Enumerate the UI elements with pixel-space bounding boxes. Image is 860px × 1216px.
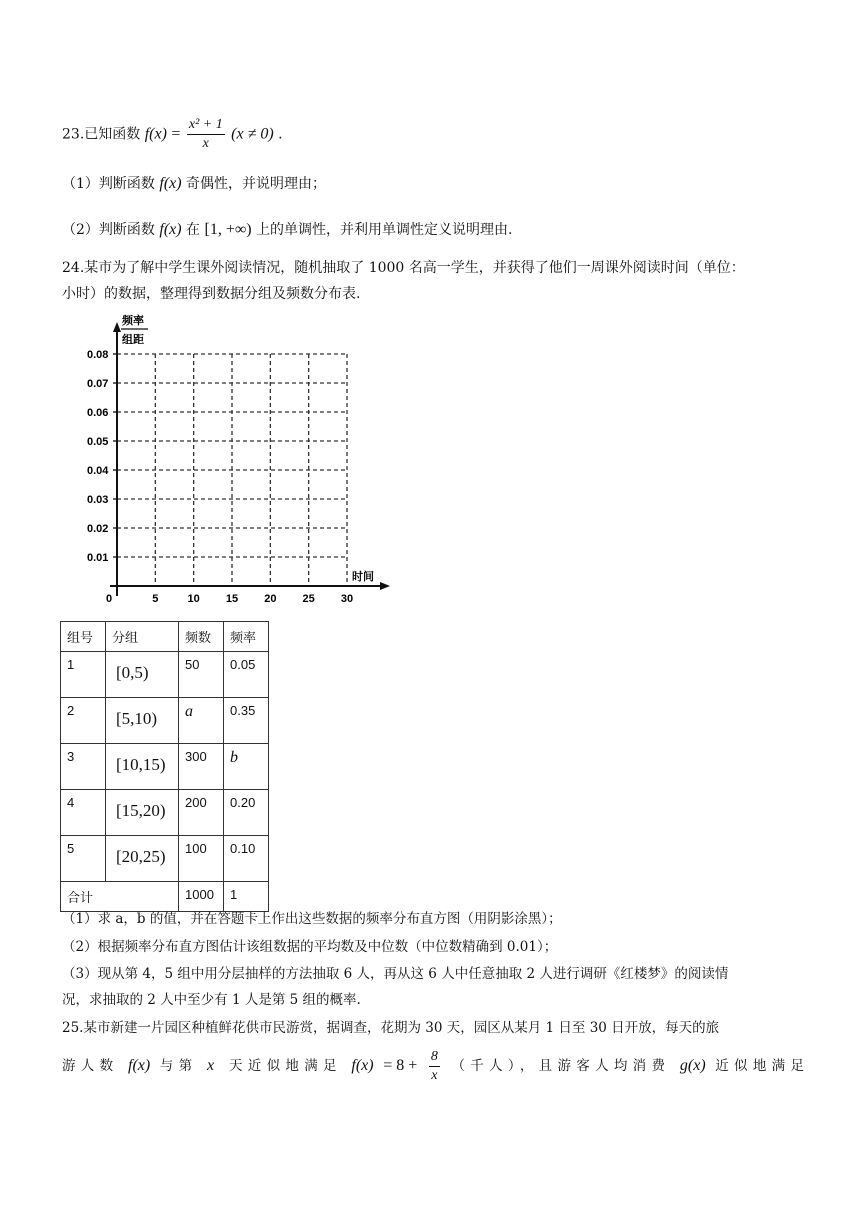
q25-function-f: f(x): [128, 1057, 151, 1074]
q25-fraction: [429, 1048, 440, 1085]
q25-text-c: 天近似地满足: [229, 1058, 342, 1074]
x-tick-label: 15: [225, 593, 239, 605]
header-count: 频数: [179, 622, 224, 652]
row2-group: 2: [61, 698, 106, 744]
q25-text-a: 游人数: [62, 1058, 119, 1074]
q23-fraction-denominator: x: [202, 136, 209, 151]
table-header-row: [61, 622, 269, 652]
table-row: [61, 652, 269, 698]
table-row: [61, 698, 269, 744]
q25-text-e: 近似地满足: [715, 1058, 810, 1074]
q23-part2-mid: 在: [186, 222, 201, 238]
q23-part2-prefix: （2）判断函数: [62, 222, 155, 238]
row1-group: 1: [61, 652, 106, 698]
q23-fraction: [187, 116, 225, 153]
q25-function-f-def: f(x): [351, 1057, 374, 1074]
q23-prefix: 23.已知函数: [62, 126, 141, 143]
q25-text-b: 与第: [159, 1058, 198, 1074]
y-axis-label-top: 频率: [122, 315, 144, 327]
row1-interval: [0,5): [106, 652, 179, 698]
y-tick-label: 0.07: [87, 378, 109, 390]
total-label: 合计: [61, 882, 179, 912]
row4-interval: [15,20): [106, 790, 179, 836]
x-tick-label: 10: [187, 593, 200, 605]
x-tick-labels: [152, 593, 353, 605]
row5-freq: 0.10: [224, 836, 269, 882]
x-axis-arrow: [380, 582, 390, 590]
q24-sub3-line1: （3）现从第 4，5 组中用分层抽样的方法抽取 6 人，再从这 6 人中任意抽取 2 人进行调研《红楼梦》的阅读情: [62, 966, 729, 982]
y-tick-label: 0.02: [87, 523, 109, 535]
q23-equals: =: [171, 125, 181, 143]
row5-group: 5: [61, 836, 106, 882]
x-tick-label: 5: [152, 593, 159, 605]
q25-variable-x: x: [207, 1057, 220, 1074]
q23-stem: [62, 116, 283, 153]
total-count: 1000: [179, 882, 224, 912]
origin-label: 0: [106, 593, 113, 605]
row1-count: 50: [179, 652, 224, 698]
x-tick-label: 25: [302, 593, 315, 605]
row2-count: a: [179, 698, 224, 744]
q25-function-g: g(x): [679, 1057, 706, 1074]
row3-interval: [10,15): [106, 744, 179, 790]
table-row: [61, 744, 269, 790]
chart-grid: [113, 354, 347, 586]
row3-group: 3: [61, 744, 106, 790]
header-group: 组号: [61, 622, 106, 652]
q25-stem-line2: [62, 1048, 809, 1085]
row2-freq: 0.35: [224, 698, 269, 744]
q24-stem-line1: 24.某市为了解中学生课外阅读情况，随机抽取了 1000 名高一学生，并获得了他们一周课外阅读时间（单位：: [62, 260, 745, 276]
header-interval: 分组: [106, 622, 179, 652]
row3-freq: b: [224, 744, 269, 790]
y-axis-label-bottom: 组距: [122, 334, 144, 346]
row5-count: 100: [179, 836, 224, 882]
chart-axes: [110, 322, 390, 596]
row1-freq: 0.05: [224, 652, 269, 698]
q25-stem-line1: 25.某市新建一片园区种植鲜花供市民游赏，据调查，花期为 30 天，园区从某月 1 日至 30 日开放，每天的旅: [62, 1020, 720, 1036]
row4-freq: 0.20: [224, 790, 269, 836]
y-tick-label: 0.08: [87, 349, 109, 361]
x-tick-label: 30: [340, 593, 354, 605]
q23-part1-rest: 奇偶性，并说明理由；: [186, 176, 327, 192]
q25-text-d: （千人），且游客人均消费: [451, 1058, 671, 1074]
q24-stem-line2: 小时）的数据，整理得到数据分组及频数分布表.: [62, 286, 361, 302]
q23-part2: [62, 220, 512, 240]
q23-fraction-numerator: x² + 1: [187, 116, 225, 135]
row4-count: 200: [179, 790, 224, 836]
q24-sub1: （1）求 a，b 的值，并在答题卡上作出这些数据的频率分布直方图（用阴影涂黑）；: [62, 911, 562, 927]
y-tick-label: 0.01: [87, 552, 109, 564]
q23-part1: [62, 174, 326, 194]
table-total-row: [61, 882, 269, 912]
frequency-table: [60, 621, 269, 912]
q23-period: .: [278, 126, 283, 143]
y-tick-label: 0.06: [87, 407, 109, 419]
header-freq: 频率: [224, 622, 269, 652]
row2-interval: [5,10): [106, 698, 179, 744]
y-tick-labels: [87, 349, 109, 564]
q25-fraction-denominator: x: [431, 1068, 438, 1083]
q23-part2-rest: 上的单调性，并利用单调性定义说明理由.: [256, 222, 513, 238]
row4-group: 4: [61, 790, 106, 836]
q23-part2-interval: [1, +∞): [204, 221, 252, 238]
q25-equation: = 8 +: [383, 1057, 418, 1074]
q23-function: f(x): [144, 125, 167, 143]
table-row: [61, 836, 269, 882]
row3-count: 300: [179, 744, 224, 790]
y-axis-arrow: [113, 322, 121, 332]
table-row: [61, 790, 269, 836]
q23-part1-prefix: （1）判断函数: [62, 176, 155, 192]
q24-sub2: （2）根据频率分布直方图估计该组数据的平均数及中位数（中位数精确到 0.01）；: [62, 939, 558, 955]
q23-part2-function: f(x): [159, 221, 182, 238]
q23-condition: (x ≠ 0): [231, 125, 274, 143]
x-axis-label: 时间: [352, 571, 374, 583]
y-tick-label: 0.04: [87, 465, 109, 477]
q23-part1-function: f(x): [159, 175, 182, 192]
y-tick-label: 0.03: [87, 494, 109, 506]
frequency-histogram-axes: [60, 312, 400, 612]
q25-fraction-numerator: 8: [429, 1048, 440, 1067]
row5-interval: [20,25): [106, 836, 179, 882]
total-freq: 1: [224, 882, 269, 912]
q24-sub3-line2: 况，求抽取的 2 人中至少有 1 人是第 5 组的概率.: [62, 992, 361, 1008]
y-tick-label: 0.05: [87, 436, 109, 448]
x-tick-label: 20: [264, 593, 277, 605]
